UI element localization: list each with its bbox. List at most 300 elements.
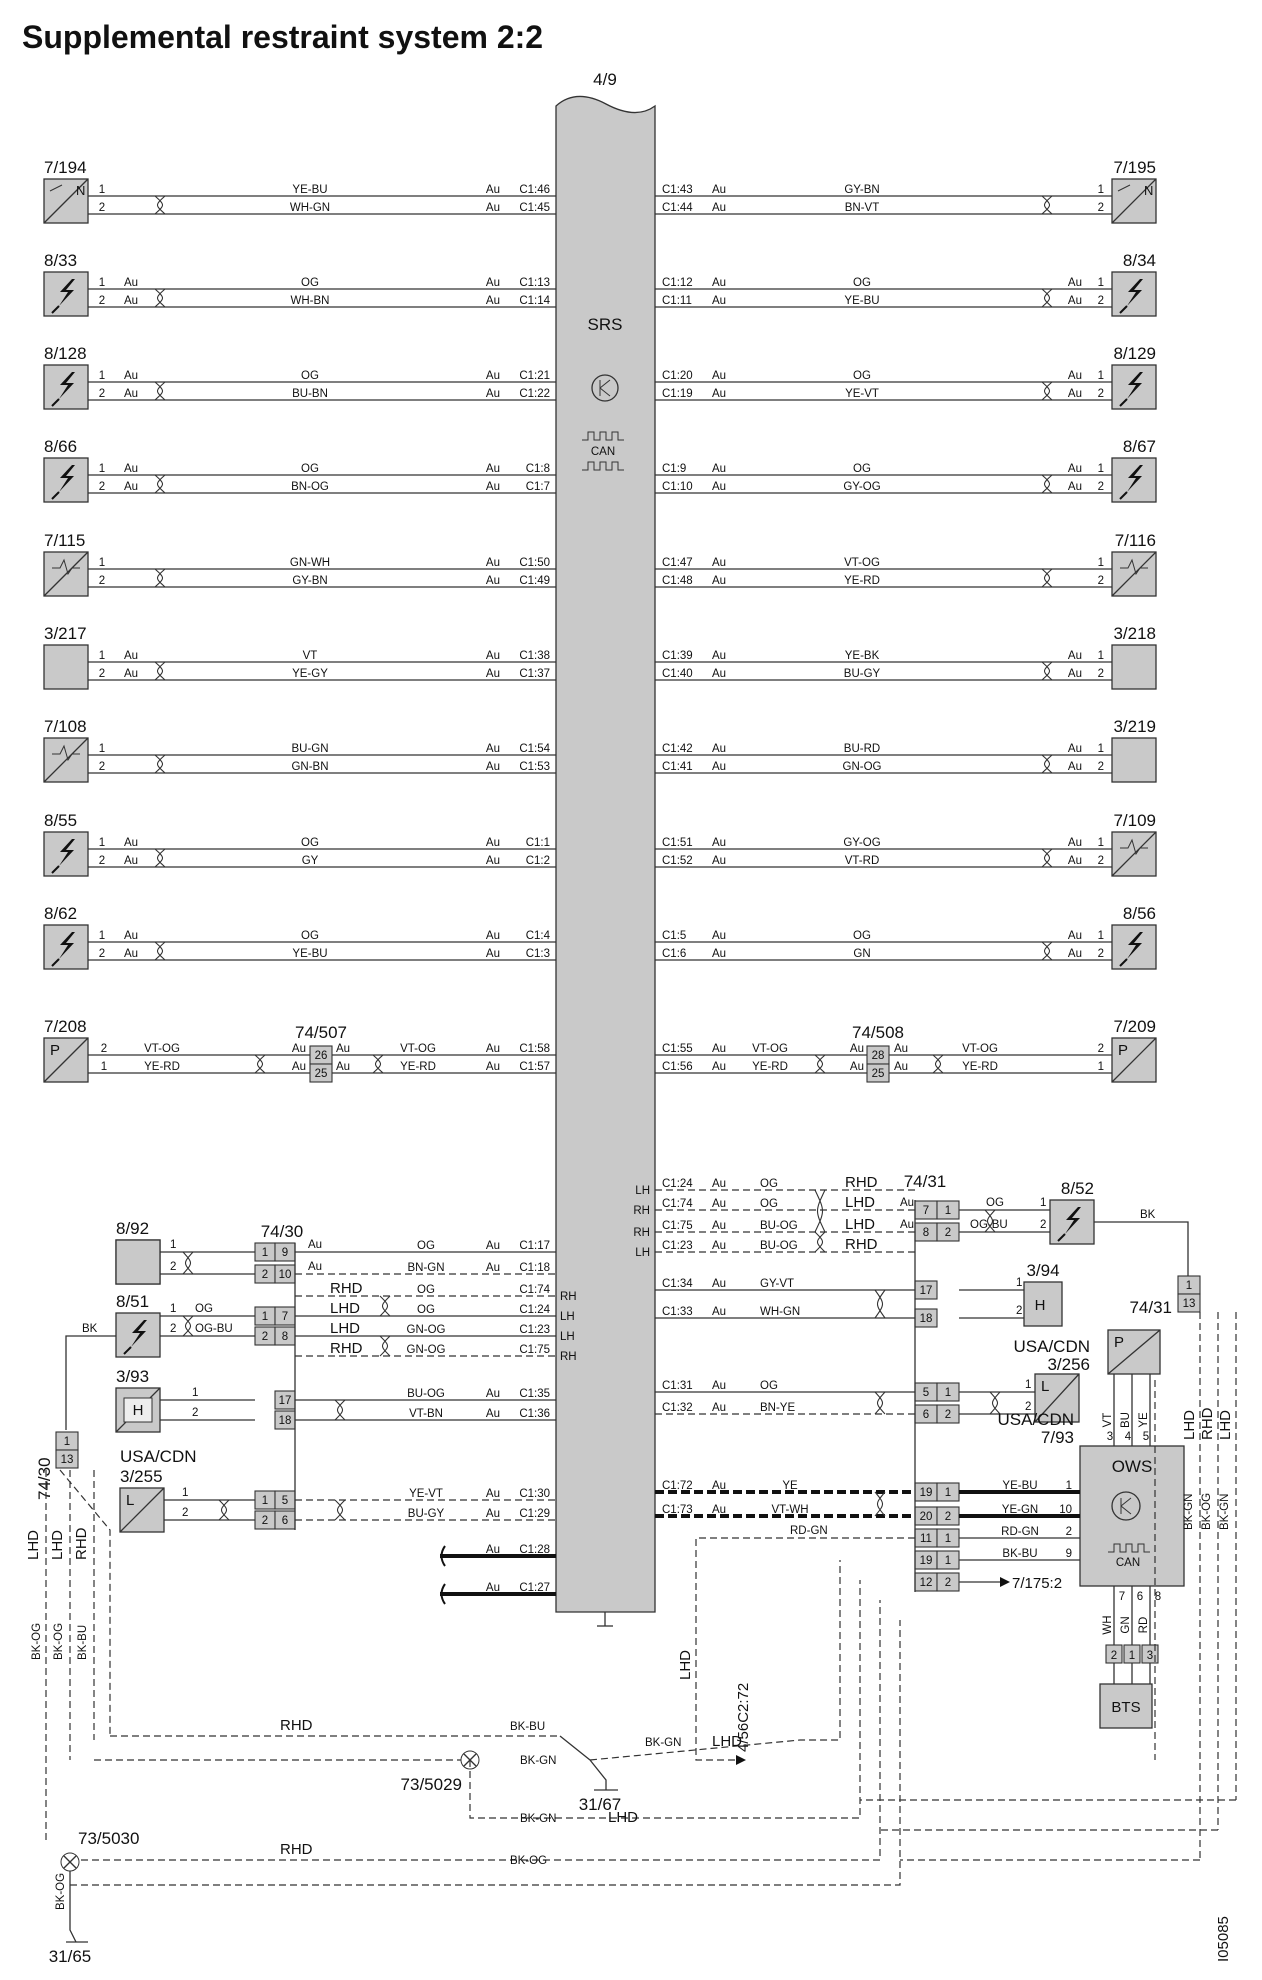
splice-wire	[560, 1736, 590, 1760]
ecu-pin: C1:24	[662, 1178, 693, 1190]
connector-pin: 17	[919, 1285, 933, 1297]
component-ref: 3/93	[116, 1367, 150, 1386]
terminal-au: Au	[712, 1306, 727, 1318]
ecu-pin: C1:20	[662, 370, 693, 382]
connector-pin: 1	[261, 1311, 269, 1323]
right-mid-twist	[878, 1392, 886, 1414]
vertical-label: LHD	[25, 1529, 42, 1560]
connector-pin: 2	[1110, 1650, 1118, 1662]
terminal-au: Au	[712, 1220, 727, 1232]
wire-color: VT-RD	[844, 855, 880, 867]
wire-color: YE-RD	[144, 1061, 180, 1073]
terminal-au: Au	[485, 481, 500, 493]
ecu-pin: C1:40	[662, 668, 693, 680]
ecu-pin: C1:54	[519, 743, 550, 755]
terminal-au: Au	[894, 1061, 909, 1073]
terminal-au: Au	[712, 575, 727, 587]
component-letter: L	[1041, 1378, 1050, 1395]
component-ref: 3/256	[1047, 1355, 1090, 1374]
bk-gn-wire	[470, 1580, 860, 1818]
pin-number: 1	[1097, 837, 1104, 849]
terminal-au: Au	[485, 743, 500, 755]
wire-color: VT-BN	[409, 1408, 443, 1420]
mid-twist	[338, 1400, 346, 1420]
wire-color: OG	[853, 277, 871, 289]
terminal-au: Au	[712, 463, 727, 475]
wire-color: GN-BN	[291, 761, 329, 773]
wire-color: BU	[1120, 1412, 1132, 1428]
pin-number: 2	[1040, 1219, 1047, 1231]
ows-name: OWS	[1111, 1457, 1153, 1476]
left-lower-twist	[183, 1252, 191, 1274]
ecu-pin: C1:51	[662, 837, 693, 849]
ref-4-56: 4/56C2:72	[735, 1682, 752, 1752]
terminal-au: Au	[712, 930, 727, 942]
terminal-au: Au	[485, 575, 500, 587]
wire-color: YE-BU	[844, 295, 880, 307]
vertical-label: BK-GN	[1219, 1493, 1231, 1530]
heater-letter: H	[132, 1402, 144, 1419]
bk-og-wire	[70, 1600, 880, 1860]
sensor-letter-n: N	[1144, 183, 1154, 198]
connector-pin: 8	[281, 1331, 289, 1343]
right-mid-twist	[878, 1290, 886, 1318]
component-ref: 8/33	[44, 251, 78, 270]
pin-number: 2	[98, 388, 106, 400]
terminal-au: Au	[712, 295, 727, 307]
ecu-pin: C1:48	[662, 575, 693, 587]
component-ref: 7/209	[1113, 1017, 1156, 1036]
wire-color: BN-OG	[291, 481, 329, 493]
pin-number: 1	[98, 837, 106, 849]
vertical-label: RHD	[73, 1527, 90, 1560]
wire-color: WH-BN	[290, 295, 330, 307]
ecu-pin: C1:31	[662, 1380, 693, 1392]
vertical-lhd: LHD	[677, 1649, 694, 1680]
ecu-pin: C1:57	[519, 1061, 550, 1073]
connector-pin: 5	[281, 1495, 289, 1507]
ecu-pin: C1:49	[519, 575, 550, 587]
terminal-au: Au	[485, 1408, 500, 1420]
component-ref: 7/195	[1113, 158, 1156, 177]
connector-pin: 25	[871, 1068, 885, 1080]
connector-pin: 20	[919, 1511, 933, 1523]
wire-color: BU-OG	[760, 1220, 798, 1232]
terminal-au: Au	[485, 761, 500, 773]
pin-number: 1	[170, 1239, 177, 1251]
pin-number: 1	[170, 1303, 177, 1315]
pin-number: 10	[1059, 1504, 1072, 1516]
connector-pin: 2	[261, 1269, 269, 1281]
lhd-label: LHD	[712, 1733, 743, 1750]
wire-color: VT	[1102, 1412, 1114, 1428]
vertical-label: LHD	[49, 1529, 66, 1560]
bts-name: BTS	[1111, 1699, 1141, 1716]
connector-ref: 74/30	[35, 1457, 54, 1500]
srs-ecu-ref: 4/9	[593, 70, 617, 89]
wire-color: WH-GN	[760, 1306, 801, 1318]
terminal-au: Au	[900, 1219, 915, 1231]
connector-pin: 19	[919, 1555, 933, 1567]
pin-number: 2	[98, 202, 106, 214]
right-mid-twist	[815, 1190, 823, 1232]
terminal-au: Au	[485, 930, 500, 942]
pin-number: 1	[98, 463, 106, 475]
component-ref: 8/34	[1122, 251, 1156, 270]
hand-drive-tag: RHD	[845, 1174, 878, 1191]
component-ref: 8/56	[1122, 904, 1156, 923]
wire-color: BU-OG	[407, 1388, 445, 1400]
ecu-pin: C1:37	[519, 668, 550, 680]
wire-color: GY-BN	[292, 575, 328, 587]
terminal-au: Au	[712, 837, 727, 849]
ecu-pin: C1:36	[519, 1408, 550, 1420]
terminal-au: Au	[1067, 463, 1082, 475]
pin-number: 5	[1142, 1431, 1150, 1443]
wire-color: BK-BU	[510, 1721, 546, 1733]
terminal-au: Au	[485, 1388, 500, 1400]
right-mid-twist	[815, 1232, 823, 1252]
terminal-au: Au	[485, 1582, 500, 1594]
ecu-pin: C1:2	[525, 855, 550, 867]
component-8-51	[116, 1313, 160, 1357]
wire-color: OG	[195, 1303, 213, 1315]
wire-color: GY-VT	[760, 1278, 795, 1290]
pin-number: 2	[1097, 295, 1104, 307]
hand-drive-tag: LHD	[330, 1320, 361, 1337]
terminal-au: Au	[308, 1261, 323, 1273]
ecu-pin: C1:24	[519, 1304, 550, 1316]
terminal-au: Au	[485, 1488, 500, 1500]
ecu-pin: C1:42	[662, 743, 693, 755]
wire-color: BU-RD	[843, 743, 881, 755]
terminal-au: Au	[124, 668, 139, 680]
mid-twist	[380, 1296, 388, 1316]
terminal-au: Au	[712, 1240, 727, 1252]
pin-number: 9	[1065, 1548, 1072, 1560]
terminal-au: Au	[485, 668, 500, 680]
wire-color: BU-BN	[292, 388, 328, 400]
pin-number: 1	[1016, 1277, 1023, 1289]
component-8-92-box	[116, 1240, 160, 1284]
terminal-au: Au	[336, 1061, 351, 1073]
pin-number: 2	[98, 575, 106, 587]
pin-number: 2	[98, 855, 106, 867]
pin-number: 1	[1097, 743, 1104, 755]
terminal-au: Au	[485, 1240, 500, 1252]
mid-twist	[383, 1296, 391, 1316]
component-letter: P	[50, 1042, 61, 1059]
wire-color: BK-GN	[520, 1813, 557, 1825]
wire-color: RD-GN	[790, 1525, 828, 1537]
component-ref: 8/52	[1060, 1179, 1094, 1198]
connector-pin: 10	[278, 1269, 292, 1281]
terminal-au: Au	[1067, 370, 1082, 382]
right-mid-twist	[875, 1392, 883, 1414]
wire-color: OG	[301, 930, 319, 942]
terminal-au: Au	[712, 1198, 727, 1210]
terminal-au: Au	[712, 1480, 727, 1492]
wire-color: YE-RD	[844, 575, 880, 587]
terminal-au: Au	[124, 277, 139, 289]
wire-color: OG	[760, 1178, 778, 1190]
pin-number: 1	[1040, 1197, 1047, 1209]
component-ref: 3/219	[1113, 717, 1156, 736]
wire-color: GN	[1120, 1616, 1132, 1634]
component-ref: 7/93	[1040, 1428, 1074, 1447]
wire-color: GN-OG	[406, 1344, 446, 1356]
market-label: USA/CDN	[997, 1410, 1074, 1429]
terminal-au: Au	[291, 1043, 306, 1055]
connector-pin: 5	[922, 1387, 930, 1399]
ecu-pin: C1:11	[662, 295, 692, 307]
ecu-pin: C1:38	[519, 650, 550, 662]
left-component	[44, 272, 88, 316]
lhd-label: LHD	[608, 1809, 639, 1826]
terminal-au: Au	[1067, 668, 1082, 680]
wire-color: WH-GN	[289, 202, 331, 214]
terminal-au: Au	[336, 1043, 351, 1055]
pin-number: 2	[1025, 1401, 1032, 1413]
side-tag: RH	[560, 1291, 577, 1303]
left-lower-twist	[183, 1316, 191, 1336]
component-8-52	[1050, 1200, 1094, 1244]
wire-color: OG	[853, 463, 871, 475]
ecu-pin: C1:52	[662, 855, 693, 867]
component-ref: 8/128	[44, 344, 87, 363]
right-mid-twist	[818, 1232, 826, 1252]
ecu-pin: C1:45	[519, 202, 550, 214]
wire-color: YE-BU	[292, 184, 328, 196]
component-ref: 8/92	[116, 1219, 150, 1238]
pin-number: 2	[1097, 761, 1104, 773]
terminal-au: Au	[124, 650, 139, 662]
terminal-au: Au	[485, 1544, 500, 1556]
terminal-au: Au	[712, 388, 727, 400]
connector-pin: 1	[944, 1487, 952, 1499]
wire-color: OG	[986, 1197, 1004, 1209]
terminal-au: Au	[485, 184, 500, 196]
rd-gn-wire	[696, 1538, 915, 1760]
connector-pin: 6	[922, 1409, 930, 1421]
wire-color: YE-BK	[844, 650, 880, 662]
terminal-au: Au	[485, 837, 500, 849]
wire-color: OG	[301, 463, 319, 475]
ecu-pin: C1:12	[662, 277, 693, 289]
ecu-pin: C1:17	[519, 1240, 550, 1252]
pin-number: 2	[1097, 388, 1104, 400]
wire-color: OG-BU	[970, 1219, 1008, 1231]
bk-ground-wire	[66, 1336, 116, 1430]
terminal-au: Au	[485, 1061, 500, 1073]
hand-drive-tag: LHD	[845, 1194, 876, 1211]
left-lower-twist	[219, 1500, 227, 1520]
terminal-au: Au	[485, 277, 500, 289]
connector-pin: 1	[261, 1495, 269, 1507]
ecu-pin: C1:32	[662, 1402, 693, 1414]
terminal-au: Au	[712, 743, 727, 755]
wire-color: BU-GY	[407, 1508, 445, 1520]
ecu-pin: C1:21	[519, 370, 550, 382]
wire-color: BK-GN	[645, 1737, 682, 1749]
ecu-pin: C1:8	[525, 463, 550, 475]
right-mid-twist	[878, 1492, 886, 1516]
pin-number: 2	[170, 1261, 177, 1273]
mid-twist	[335, 1500, 343, 1520]
wire-color: OG	[301, 277, 319, 289]
wire-color: RD-GN	[1001, 1526, 1039, 1538]
ground-wire	[590, 1760, 606, 1790]
pin-number: 1	[1097, 650, 1104, 662]
connector-pin: 8	[922, 1227, 930, 1239]
terminal-au: Au	[485, 948, 500, 960]
right-mid-twist	[875, 1290, 883, 1318]
wire-color: YE-VT	[409, 1488, 443, 1500]
wire-color: OG	[760, 1380, 778, 1392]
wire-color: GN-OG	[842, 761, 882, 773]
terminal-au: Au	[712, 650, 727, 662]
ecu-pin: C1:14	[519, 295, 550, 307]
wire-color: OG	[301, 370, 319, 382]
terminal-au: Au	[308, 1239, 323, 1251]
connector-pin: 18	[919, 1313, 933, 1325]
ecu-pin: C1:72	[662, 1480, 693, 1492]
terminal-au: Au	[712, 1380, 727, 1392]
right-mid-twist	[875, 1492, 883, 1516]
wire-color: VT-WH	[771, 1504, 809, 1516]
wire-color: OG	[853, 370, 871, 382]
right-component	[1112, 458, 1156, 502]
rhd-label: RHD	[280, 1841, 313, 1858]
ecu-pin: C1:28	[519, 1544, 550, 1556]
terminal-au: Au	[712, 1402, 727, 1414]
pin-number: 1	[1097, 557, 1104, 569]
pin-number: 1	[1097, 184, 1104, 196]
pin-number: 2	[170, 1323, 177, 1335]
connector-pin: 1	[944, 1387, 952, 1399]
heater-letter: H	[1034, 1297, 1046, 1314]
splice-ref: 73/5030	[78, 1829, 140, 1848]
ecu-pin: C1:10	[662, 481, 693, 493]
wire-color: BN-VT	[844, 202, 880, 214]
terminal-au: Au	[1067, 481, 1082, 493]
terminal-au: Au	[124, 837, 139, 849]
ecu-pin: C1:18	[519, 1262, 550, 1274]
pin-number: 6	[1136, 1591, 1144, 1603]
right-component	[1112, 365, 1156, 409]
pin-number: 1	[192, 1387, 199, 1399]
connector-pin: 25	[314, 1068, 328, 1080]
terminal-au: Au	[900, 1197, 915, 1209]
mid-twist	[338, 1500, 346, 1520]
wire-color: YE-BU	[1002, 1480, 1038, 1492]
connector-pin: 26	[314, 1050, 328, 1062]
wire-color: BK-BU	[1002, 1548, 1038, 1560]
wire-color: VT-OG	[962, 1043, 998, 1055]
side-tag: LH	[560, 1331, 575, 1343]
hand-drive-tag: LHD	[845, 1216, 876, 1233]
vertical-label: BK-BU	[77, 1624, 89, 1660]
wire-color: VT-OG	[400, 1043, 436, 1055]
pin-number: 1	[98, 743, 106, 755]
right-component	[1112, 738, 1156, 782]
srs-control-module	[556, 70, 655, 1626]
pin-number: 2	[98, 668, 106, 680]
terminal-au: Au	[1067, 855, 1082, 867]
can-label: CAN	[590, 446, 616, 458]
wire-color: GY-OG	[843, 837, 881, 849]
component-ref: 8/129	[1113, 344, 1156, 363]
left-lower-twist	[222, 1500, 230, 1520]
twist-3-256	[990, 1392, 998, 1414]
wire-color: RD	[1138, 1616, 1150, 1634]
wire-color: YE-RD	[400, 1061, 436, 1073]
pin-number: 1	[98, 650, 106, 662]
ecu-pin: C1:43	[662, 184, 693, 196]
connector-ref: 74/508	[852, 1023, 904, 1042]
pin-number: 2	[182, 1507, 189, 1519]
pin-number: 2	[98, 948, 106, 960]
wire-color: YE-VT	[845, 388, 879, 400]
ecu-pin: C1:39	[662, 650, 693, 662]
wire-color: BK-GN	[520, 1755, 557, 1767]
mid-twist	[380, 1336, 388, 1356]
ecu-pin: C1:1	[525, 837, 550, 849]
vertical-label: BK-OG	[1201, 1492, 1213, 1530]
rhd-label: RHD	[280, 1717, 313, 1734]
connector-pin: 1	[944, 1205, 952, 1217]
pin-number: 2	[1097, 855, 1104, 867]
ecu-pin: C1:30	[519, 1488, 550, 1500]
terminal-au: Au	[1067, 388, 1082, 400]
hand-drive-tag: LHD	[330, 1300, 361, 1317]
terminal-au: Au	[1067, 650, 1082, 662]
ecu-pin: C1:35	[519, 1388, 550, 1400]
component-ref: 3/94	[1026, 1261, 1060, 1280]
wire-color: OG	[417, 1240, 435, 1252]
terminal-au: Au	[894, 1043, 909, 1055]
terminal-au: Au	[485, 202, 500, 214]
ecu-pin: C1:4	[525, 930, 550, 942]
connector-pin: 2	[261, 1331, 269, 1343]
terminal-au: Au	[712, 1504, 727, 1516]
ground-ref: 31/67	[578, 1795, 622, 1814]
vertical-label: LHD	[1217, 1409, 1234, 1440]
terminal-au: Au	[485, 1043, 500, 1055]
terminal-au: Au	[1067, 761, 1082, 773]
terminal-au: Au	[712, 668, 727, 680]
ecu-pin: C1:13	[519, 277, 550, 289]
component-ref: 7/109	[1113, 811, 1156, 830]
ows-can-label: CAN	[1115, 1557, 1141, 1569]
terminal-au: Au	[712, 1061, 727, 1073]
wire-color: GY	[301, 855, 319, 867]
ground-ref: 31/65	[48, 1947, 92, 1966]
ref-7-175: 7/175:2	[1012, 1575, 1063, 1592]
ecu-pin: C1:23	[519, 1324, 550, 1336]
ecu-pin: C1:53	[519, 761, 550, 773]
pin-number: 1	[1097, 930, 1104, 942]
sensor-letter-n: N	[76, 183, 86, 198]
left-component	[44, 925, 88, 969]
connector-pin: 3	[1146, 1650, 1154, 1662]
terminal-au: Au	[485, 1262, 500, 1274]
wire-color: GN	[853, 948, 871, 960]
terminal-au: Au	[485, 557, 500, 569]
pin-number: 3	[1106, 1431, 1114, 1443]
pin-number: 2	[1065, 1526, 1072, 1538]
wire-color: BK-OG	[55, 1872, 67, 1910]
